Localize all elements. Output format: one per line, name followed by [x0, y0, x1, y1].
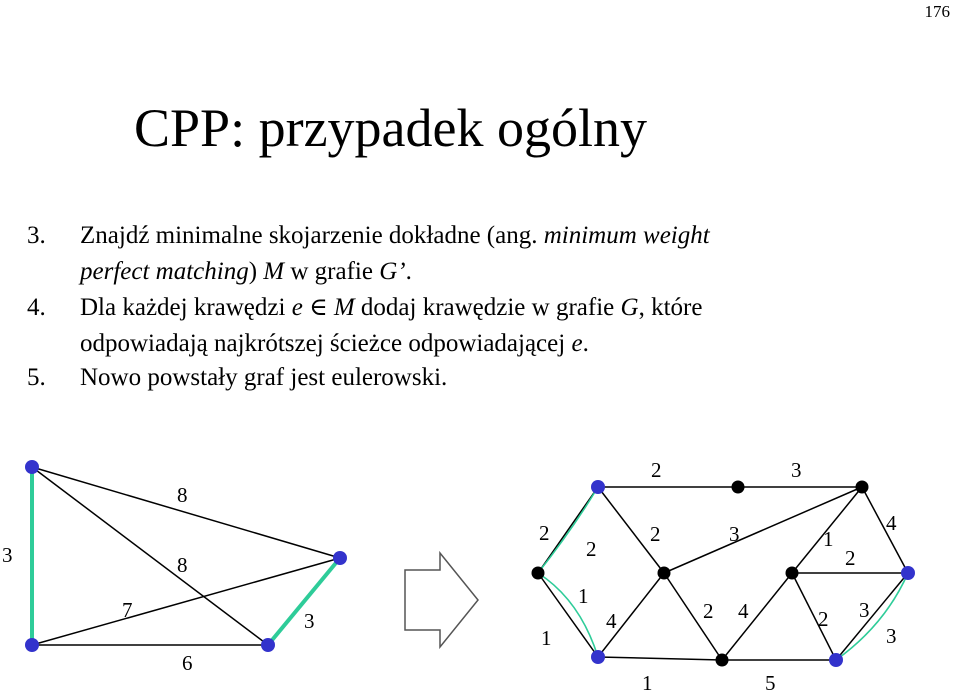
blue-vertex — [901, 566, 915, 580]
step-number: 5. — [27, 364, 46, 391]
right-graph — [532, 458, 916, 692]
edge-weight: 1 — [541, 626, 552, 650]
edge-weight: 4 — [738, 599, 749, 623]
italic-text: G’ — [379, 258, 406, 285]
right-edge — [792, 573, 836, 660]
edge-weight: 1 — [578, 584, 589, 608]
edge-weight: 3 — [304, 609, 315, 633]
text-run: Dla każdej krawędzi — [80, 294, 292, 321]
blue-vertex — [333, 551, 347, 565]
edge-weight: 3 — [2, 543, 13, 567]
edge-weight: 3 — [729, 522, 740, 546]
text-run: dodaj krawędzie w grafie — [354, 294, 621, 321]
black-vertex — [786, 567, 799, 580]
edge-weight: 6 — [182, 651, 193, 675]
italic-text: e — [291, 294, 303, 321]
black-vertex — [658, 567, 671, 580]
edge-weight: 2 — [651, 458, 662, 482]
text-run: ∈ — [302, 294, 334, 321]
text-run: Znajdź minimalne skojarzenie dokładne (ang. — [80, 222, 544, 249]
text-run: , które — [638, 294, 703, 321]
text-run: Nowo powstały graf jest eulerowski. — [80, 364, 448, 391]
step-number: 4. — [27, 294, 46, 321]
left-graph — [2, 460, 347, 675]
left-edge — [32, 467, 268, 645]
edge-weight: 3 — [791, 458, 802, 482]
right-edge — [722, 573, 792, 660]
arrow-icon — [405, 553, 478, 647]
right-edge — [862, 487, 908, 573]
blue-vertex — [25, 460, 39, 474]
black-vertex — [856, 481, 869, 494]
edge-weight: 1 — [823, 527, 834, 551]
edge-weight: 2 — [703, 599, 714, 623]
edge-weight: 4 — [606, 609, 617, 633]
edge-weight: 2 — [586, 537, 597, 561]
step-number: 3. — [27, 222, 46, 249]
text-run: . — [582, 330, 589, 357]
edge-weight: 4 — [886, 511, 897, 535]
slide-title: CPP: przypadek ogólny — [134, 98, 647, 158]
edge-weight: 1 — [642, 671, 653, 692]
black-vertex — [532, 567, 545, 580]
blue-vertex — [261, 638, 275, 652]
left-edge — [32, 467, 340, 558]
edge-weight: 2 — [845, 546, 856, 570]
edge-weight: 2 — [650, 522, 661, 546]
blue-vertex — [591, 650, 605, 664]
edge-weight: 2 — [818, 607, 829, 631]
blue-vertex — [25, 638, 39, 652]
blue-vertex — [591, 480, 605, 494]
edge-weight: 8 — [177, 553, 188, 577]
edge-weight: 7 — [122, 598, 133, 622]
italic-text: e — [571, 330, 583, 357]
edge-weight: 5 — [765, 671, 776, 692]
edge-weight: 3 — [859, 598, 870, 622]
right-edge — [836, 573, 908, 660]
italic-text: M — [263, 258, 285, 285]
edge-weight: 8 — [177, 483, 188, 507]
text-run: odpowiadają najkrótszej ścieżce odpowiadającej — [80, 330, 572, 357]
text-run: ) — [248, 258, 264, 285]
edge-weight: 2 — [539, 521, 550, 545]
black-vertex — [732, 481, 745, 494]
italic-text: minimum weight — [543, 222, 710, 249]
italic-text: M — [333, 294, 355, 321]
right-edge — [598, 657, 722, 660]
italic-text: G — [620, 294, 639, 321]
text-run: . — [405, 258, 412, 285]
italic-text: perfect matching — [80, 258, 249, 285]
blue-vertex — [829, 653, 843, 667]
edge-weight: 3 — [886, 624, 897, 648]
black-vertex — [716, 654, 729, 667]
page-number: 176 — [924, 2, 950, 21]
text-run: w grafie — [284, 258, 380, 285]
